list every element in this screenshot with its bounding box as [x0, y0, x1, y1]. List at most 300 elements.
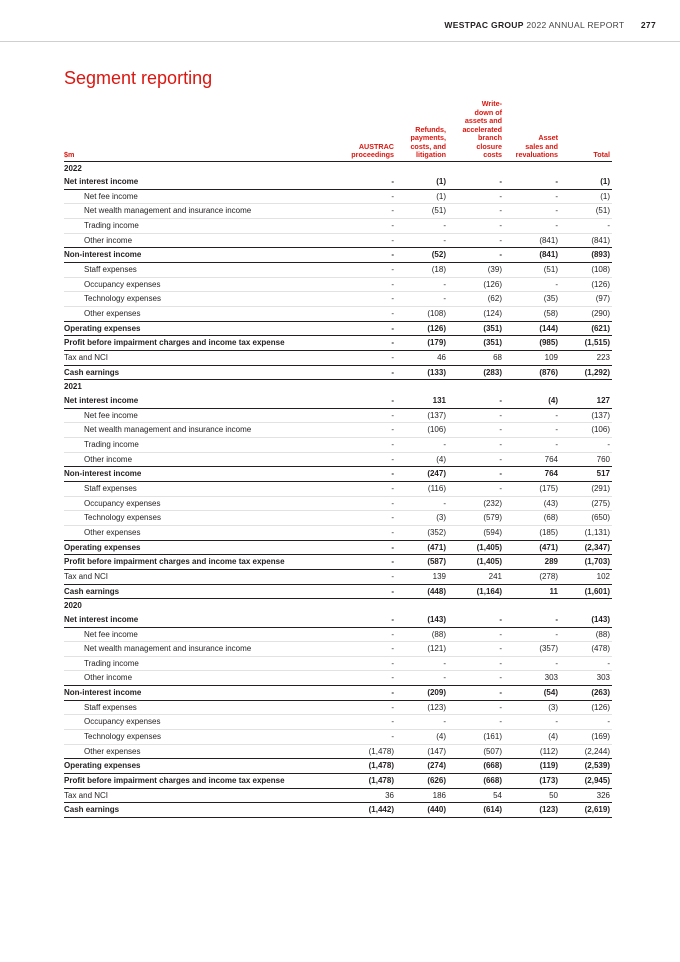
cell-austrac: -	[347, 467, 396, 482]
cell-total: -	[560, 219, 612, 234]
table-row	[64, 525, 612, 540]
cell-asset-sales: (471)	[504, 540, 560, 555]
cell-writedown: -	[448, 452, 504, 467]
cell-asset-sales: -	[504, 715, 560, 730]
table-row	[64, 292, 612, 307]
cell-asset-sales: 303	[504, 671, 560, 686]
cell-writedown: -	[448, 467, 504, 482]
cell-asset-sales: (4)	[504, 730, 560, 745]
cell-total: (126)	[560, 700, 612, 715]
table-row	[64, 219, 612, 234]
row-label: Staff expenses	[64, 700, 347, 715]
cell-total: (126)	[560, 277, 612, 292]
table-row	[64, 452, 612, 467]
cell-writedown: -	[448, 715, 504, 730]
cell-austrac: (1,478)	[347, 744, 396, 759]
cell-asset-sales: -	[504, 219, 560, 234]
cell-refunds: (4)	[396, 452, 448, 467]
cell-austrac: -	[347, 277, 396, 292]
table-row	[64, 700, 612, 715]
table-row	[64, 759, 612, 774]
cell-asset-sales: -	[504, 175, 560, 189]
cell-asset-sales: 289	[504, 555, 560, 570]
table-row	[64, 394, 612, 408]
cell-austrac: (1,478)	[347, 759, 396, 774]
cell-austrac: -	[347, 351, 396, 366]
cell-austrac: (1,478)	[347, 774, 396, 789]
cell-refunds: (626)	[396, 774, 448, 789]
cell-refunds: (1)	[396, 189, 448, 204]
cell-total: 223	[560, 351, 612, 366]
cell-austrac: -	[347, 642, 396, 657]
cell-writedown: (351)	[448, 336, 504, 351]
table-row	[64, 204, 612, 219]
cell-writedown: (614)	[448, 803, 504, 818]
table-row	[64, 613, 612, 627]
table-row	[64, 686, 612, 701]
cell-total: (2,945)	[560, 774, 612, 789]
row-label: Technology expenses	[64, 292, 347, 307]
cell-total: (169)	[560, 730, 612, 745]
cell-total: 760	[560, 452, 612, 467]
cell-austrac: -	[347, 730, 396, 745]
table-row	[64, 642, 612, 657]
row-label: Cash earnings	[64, 803, 347, 818]
cell-austrac: -	[347, 365, 396, 380]
table-row	[64, 408, 612, 423]
cell-asset-sales: (173)	[504, 774, 560, 789]
cell-austrac: -	[347, 540, 396, 555]
row-label: Trading income	[64, 219, 347, 234]
table-row	[64, 803, 612, 818]
cell-austrac: -	[347, 627, 396, 642]
cell-writedown: (39)	[448, 263, 504, 278]
row-label: Trading income	[64, 656, 347, 671]
cell-total: -	[560, 437, 612, 452]
row-label: Staff expenses	[64, 481, 347, 496]
table-row	[64, 511, 612, 526]
page-number: 277	[640, 20, 656, 30]
cell-total: (1,515)	[560, 336, 612, 351]
header-company: WESTPAC GROUP	[444, 20, 524, 30]
cell-total: (2,244)	[560, 744, 612, 759]
cell-refunds: (179)	[396, 336, 448, 351]
cell-writedown: (1,164)	[448, 584, 504, 599]
cell-total: (2,619)	[560, 803, 612, 818]
row-label: Net fee income	[64, 408, 347, 423]
cell-austrac: -	[347, 584, 396, 599]
table-row	[64, 437, 612, 452]
cell-writedown: 54	[448, 788, 504, 803]
row-label: Profit before impairment charges and income tax expense	[64, 336, 347, 351]
year-label: 2020	[64, 599, 612, 613]
table-row	[64, 569, 612, 584]
cell-writedown: -	[448, 656, 504, 671]
cell-asset-sales: (841)	[504, 248, 560, 263]
cell-austrac: 36	[347, 788, 396, 803]
row-label: Tax and NCI	[64, 569, 347, 584]
cell-asset-sales: (3)	[504, 700, 560, 715]
cell-austrac: -	[347, 423, 396, 438]
cell-asset-sales: (876)	[504, 365, 560, 380]
cell-total: 127	[560, 394, 612, 408]
cell-refunds: 186	[396, 788, 448, 803]
cell-refunds: (108)	[396, 307, 448, 322]
cell-writedown: (594)	[448, 525, 504, 540]
segment-table	[64, 100, 612, 818]
cell-refunds: (448)	[396, 584, 448, 599]
cell-total: (621)	[560, 321, 612, 336]
cell-total: (478)	[560, 642, 612, 657]
cell-asset-sales: (35)	[504, 292, 560, 307]
cell-writedown: (124)	[448, 307, 504, 322]
row-label: Net interest income	[64, 394, 347, 408]
cell-refunds: -	[396, 715, 448, 730]
cell-austrac: -	[347, 336, 396, 351]
row-label: Operating expenses	[64, 759, 347, 774]
cell-writedown: (1,405)	[448, 540, 504, 555]
table-row	[64, 788, 612, 803]
cell-total: (143)	[560, 613, 612, 627]
row-label: Cash earnings	[64, 584, 347, 599]
cell-writedown: -	[448, 248, 504, 263]
cell-austrac: -	[347, 408, 396, 423]
cell-asset-sales: (119)	[504, 759, 560, 774]
cell-austrac: -	[347, 437, 396, 452]
table-row	[64, 277, 612, 292]
row-label: Staff expenses	[64, 263, 347, 278]
cell-asset-sales: -	[504, 437, 560, 452]
cell-refunds: -	[396, 496, 448, 511]
cell-refunds: (247)	[396, 467, 448, 482]
cell-refunds: (121)	[396, 642, 448, 657]
cell-writedown: (579)	[448, 511, 504, 526]
cell-austrac: -	[347, 511, 396, 526]
cell-writedown: -	[448, 481, 504, 496]
cell-asset-sales: (985)	[504, 336, 560, 351]
cell-refunds: (52)	[396, 248, 448, 263]
cell-refunds: (274)	[396, 759, 448, 774]
cell-writedown: (351)	[448, 321, 504, 336]
cell-total: (137)	[560, 408, 612, 423]
cell-writedown: (668)	[448, 759, 504, 774]
cell-austrac: -	[347, 481, 396, 496]
table-row	[64, 744, 612, 759]
cell-refunds: (147)	[396, 744, 448, 759]
cell-writedown: (668)	[448, 774, 504, 789]
cell-austrac: -	[347, 233, 396, 248]
cell-refunds: (209)	[396, 686, 448, 701]
row-label: Net wealth management and insurance income	[64, 204, 347, 219]
cell-asset-sales: -	[504, 613, 560, 627]
cell-asset-sales: -	[504, 408, 560, 423]
cell-total: (97)	[560, 292, 612, 307]
row-label: Profit before impairment charges and income tax expense	[64, 774, 347, 789]
cell-writedown: -	[448, 394, 504, 408]
row-label: Net interest income	[64, 613, 347, 627]
cell-asset-sales: (278)	[504, 569, 560, 584]
cell-total: (841)	[560, 233, 612, 248]
cell-writedown: -	[448, 627, 504, 642]
cell-asset-sales: -	[504, 656, 560, 671]
cell-austrac: -	[347, 219, 396, 234]
cell-writedown: -	[448, 408, 504, 423]
row-label: Other income	[64, 671, 347, 686]
table-row	[64, 423, 612, 438]
cell-writedown: (126)	[448, 277, 504, 292]
column-header-row	[64, 100, 612, 161]
table-row	[64, 248, 612, 263]
cell-austrac: -	[347, 204, 396, 219]
cell-refunds: (3)	[396, 511, 448, 526]
cell-refunds: -	[396, 656, 448, 671]
col-header-total: Total	[560, 100, 612, 161]
row-label: Cash earnings	[64, 365, 347, 380]
cell-writedown: (283)	[448, 365, 504, 380]
cell-total: -	[560, 656, 612, 671]
cell-refunds: (106)	[396, 423, 448, 438]
row-label: Net fee income	[64, 189, 347, 204]
cell-asset-sales: (43)	[504, 496, 560, 511]
table-row	[64, 467, 612, 482]
row-label: Other income	[64, 452, 347, 467]
row-label: Occupancy expenses	[64, 496, 347, 511]
cell-asset-sales: (4)	[504, 394, 560, 408]
cell-writedown: 241	[448, 569, 504, 584]
col-header-label: $m	[64, 100, 347, 161]
cell-refunds: -	[396, 437, 448, 452]
cell-austrac: -	[347, 394, 396, 408]
cell-writedown: -	[448, 437, 504, 452]
cell-refunds: (1)	[396, 175, 448, 189]
cell-total: (1,601)	[560, 584, 612, 599]
table-row	[64, 656, 612, 671]
cell-writedown: -	[448, 613, 504, 627]
year-label: 2021	[64, 380, 612, 394]
header-report: 2022 ANNUAL REPORT	[526, 20, 625, 30]
cell-writedown: 68	[448, 351, 504, 366]
cell-total: (1,292)	[560, 365, 612, 380]
cell-asset-sales: 764	[504, 452, 560, 467]
cell-austrac: -	[347, 263, 396, 278]
cell-total: (275)	[560, 496, 612, 511]
cell-total: (1)	[560, 175, 612, 189]
col-header-refunds: Refunds, payments, costs, and litigation	[396, 100, 448, 161]
table-row	[64, 584, 612, 599]
cell-refunds: -	[396, 233, 448, 248]
cell-refunds: 139	[396, 569, 448, 584]
col-header-writedown: Write- down of assets and accelerated branch closure costs	[448, 100, 504, 161]
cell-austrac: -	[347, 715, 396, 730]
cell-writedown: -	[448, 189, 504, 204]
cell-refunds: -	[396, 671, 448, 686]
cell-refunds: (51)	[396, 204, 448, 219]
cell-refunds: (440)	[396, 803, 448, 818]
cell-asset-sales: (68)	[504, 511, 560, 526]
table-row	[64, 351, 612, 366]
cell-asset-sales: 764	[504, 467, 560, 482]
cell-refunds: 131	[396, 394, 448, 408]
table-row	[64, 321, 612, 336]
year-label: 2022	[64, 163, 82, 173]
cell-total: 102	[560, 569, 612, 584]
cell-refunds: (123)	[396, 700, 448, 715]
row-label: Operating expenses	[64, 321, 347, 336]
table-row	[64, 189, 612, 204]
cell-austrac: -	[347, 321, 396, 336]
row-label: Non-interest income	[64, 248, 347, 263]
cell-total: (1,131)	[560, 525, 612, 540]
cell-austrac: -	[347, 175, 396, 189]
cell-austrac: -	[347, 248, 396, 263]
table-row	[64, 540, 612, 555]
cell-total: -	[560, 715, 612, 730]
cell-austrac: -	[347, 656, 396, 671]
row-label: Net fee income	[64, 627, 347, 642]
row-label: Other income	[64, 233, 347, 248]
cell-writedown: -	[448, 175, 504, 189]
table-row	[64, 730, 612, 745]
cell-total: (1)	[560, 189, 612, 204]
cell-asset-sales: (175)	[504, 481, 560, 496]
cell-writedown: -	[448, 642, 504, 657]
row-label: Non-interest income	[64, 686, 347, 701]
cell-writedown: -	[448, 700, 504, 715]
row-label: Occupancy expenses	[64, 277, 347, 292]
row-label: Net wealth management and insurance income	[64, 642, 347, 657]
cell-writedown: (1,405)	[448, 555, 504, 570]
cell-refunds: (88)	[396, 627, 448, 642]
cell-austrac: -	[347, 452, 396, 467]
year-row	[64, 599, 612, 613]
cell-asset-sales: (51)	[504, 263, 560, 278]
row-label: Non-interest income	[64, 467, 347, 482]
cell-asset-sales: (841)	[504, 233, 560, 248]
cell-refunds: (133)	[396, 365, 448, 380]
cell-refunds: (137)	[396, 408, 448, 423]
cell-austrac: -	[347, 292, 396, 307]
cell-writedown: -	[448, 671, 504, 686]
cell-total: 303	[560, 671, 612, 686]
cell-asset-sales: (357)	[504, 642, 560, 657]
cell-austrac: -	[347, 613, 396, 627]
cell-austrac: -	[347, 189, 396, 204]
table-row	[64, 715, 612, 730]
cell-total: (1,703)	[560, 555, 612, 570]
row-label: Occupancy expenses	[64, 715, 347, 730]
row-label: Other expenses	[64, 744, 347, 759]
cell-refunds: (587)	[396, 555, 448, 570]
cell-total: (106)	[560, 423, 612, 438]
cell-total: (108)	[560, 263, 612, 278]
cell-austrac: -	[347, 307, 396, 322]
cell-total: (291)	[560, 481, 612, 496]
cell-austrac: -	[347, 671, 396, 686]
cell-refunds: 46	[396, 351, 448, 366]
cell-asset-sales: -	[504, 204, 560, 219]
row-label: Other expenses	[64, 307, 347, 322]
cell-refunds: (352)	[396, 525, 448, 540]
cell-asset-sales: 109	[504, 351, 560, 366]
row-label: Other expenses	[64, 525, 347, 540]
table-row	[64, 263, 612, 278]
cell-asset-sales: (144)	[504, 321, 560, 336]
col-header-austrac: AUSTRAC proceedings	[347, 100, 396, 161]
row-label: Operating expenses	[64, 540, 347, 555]
table-row	[64, 365, 612, 380]
table-row	[64, 233, 612, 248]
cell-austrac: (1,442)	[347, 803, 396, 818]
cell-asset-sales: (185)	[504, 525, 560, 540]
cell-asset-sales: (58)	[504, 307, 560, 322]
cell-asset-sales: -	[504, 423, 560, 438]
year-row	[64, 380, 612, 394]
cell-total: (650)	[560, 511, 612, 526]
row-label: Profit before impairment charges and income tax expense	[64, 555, 347, 570]
cell-refunds: -	[396, 292, 448, 307]
cell-writedown: -	[448, 204, 504, 219]
cell-austrac: -	[347, 686, 396, 701]
cell-asset-sales: 50	[504, 788, 560, 803]
cell-total: 326	[560, 788, 612, 803]
cell-writedown: -	[448, 233, 504, 248]
cell-writedown: (161)	[448, 730, 504, 745]
cell-total: (88)	[560, 627, 612, 642]
running-header	[444, 20, 656, 30]
cell-asset-sales: -	[504, 189, 560, 204]
table-row	[64, 336, 612, 351]
table-row	[64, 496, 612, 511]
cell-refunds: (18)	[396, 263, 448, 278]
cell-total: 517	[560, 467, 612, 482]
cell-total: (2,539)	[560, 759, 612, 774]
table-row	[64, 627, 612, 642]
cell-writedown: -	[448, 219, 504, 234]
table-body	[64, 161, 612, 818]
cell-writedown: (62)	[448, 292, 504, 307]
header-rule	[0, 41, 680, 42]
cell-refunds: -	[396, 277, 448, 292]
cell-asset-sales: (123)	[504, 803, 560, 818]
cell-refunds: -	[396, 219, 448, 234]
cell-asset-sales: 11	[504, 584, 560, 599]
row-label: Tax and NCI	[64, 788, 347, 803]
cell-austrac: -	[347, 569, 396, 584]
table-row	[64, 175, 612, 189]
cell-total: (2,347)	[560, 540, 612, 555]
table-row	[64, 307, 612, 322]
cell-austrac: -	[347, 525, 396, 540]
cell-austrac: -	[347, 555, 396, 570]
cell-total: (263)	[560, 686, 612, 701]
row-label: Technology expenses	[64, 730, 347, 745]
cell-refunds: (471)	[396, 540, 448, 555]
cell-refunds: (126)	[396, 321, 448, 336]
cell-writedown: -	[448, 423, 504, 438]
cell-austrac: -	[347, 700, 396, 715]
page-title: Segment reporting	[64, 68, 213, 88]
cell-refunds: (4)	[396, 730, 448, 745]
cell-asset-sales: (54)	[504, 686, 560, 701]
cell-asset-sales: -	[504, 627, 560, 642]
cell-writedown: -	[448, 686, 504, 701]
cell-total: (51)	[560, 204, 612, 219]
cell-writedown: (507)	[448, 744, 504, 759]
cell-writedown: (232)	[448, 496, 504, 511]
cell-refunds: (116)	[396, 481, 448, 496]
row-label: Technology expenses	[64, 511, 347, 526]
cell-asset-sales: -	[504, 277, 560, 292]
